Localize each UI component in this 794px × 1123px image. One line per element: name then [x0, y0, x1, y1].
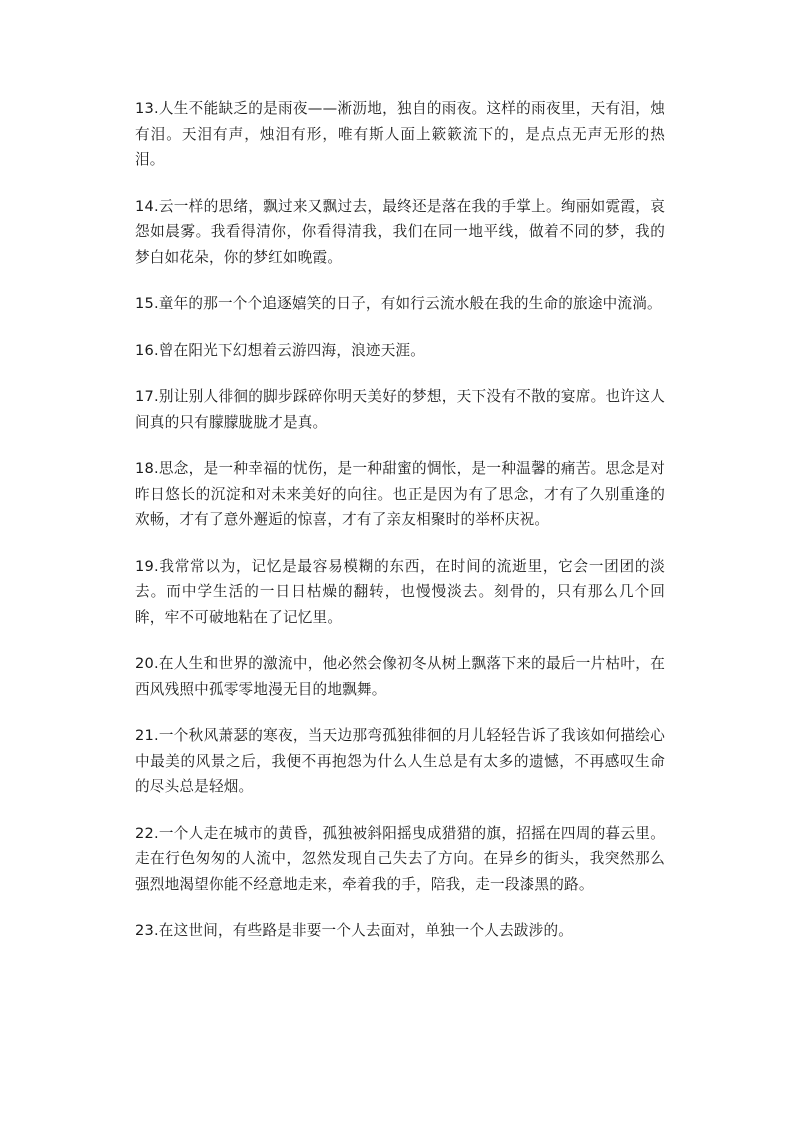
- paragraph-13: 13.人生不能缺乏的是雨夜——淅沥地，独自的雨夜。这样的雨夜里，天有泪，烛有泪。天泪有声，烛泪有形，唯有斯人面上簌簌流下的，是点点无声无形的热泪。: [135, 100, 665, 168]
- document-page: [135, 96, 665, 965]
- paragraph-14: 14.云一样的思绪，飘过来又飘过去，最终还是落在我的手掌上。绚丽如霓霞，哀怨如晨雾。我看得清你，你看得清我，我们在同一地平线，做着不同的梦，我的梦白如花朵，你的梦红如晚霞。: [135, 197, 665, 266]
- paragraph-20: 20.在人生和世界的激流中，他必然会像初冬从树上飘落下来的最后一片枯叶，在西风残照中孤零零地漫无目的地飘舞。: [135, 655, 665, 698]
- paragraph-15: 15.童年的那一个个追逐嬉笑的日子，有如行云流水般在我的生命的旅途中流淌。: [135, 295, 662, 312]
- paragraph-19: 19.我常常以为，记忆是最容易模糊的东西，在时间的流逝里，它会一团团的淡去。而中学生活的一日日枯燥的翻转，也慢慢淡去。刻骨的，只有那么几个回眸，牢不可破地粘在了记忆里。: [135, 557, 665, 626]
- paragraph-18: 18.思念，是一种幸福的忧伤，是一种甜蜜的惆怅，是一种温馨的痛苦。思念是对昨日悠长的沉淀和对未来美好的向往。也正是因为有了思念，才有了久别重逢的欢畅，才有了意外邂逅的惊喜，才有了亲友相聚时的举杯庆祝。: [135, 460, 665, 528]
- paragraph-22: 22.一个人走在城市的黄昏，孤独被斜阳摇曳成猎猎的旗，招摇在四周的暮云里。走在行色匆匆的人流中，忽然发现自己失去了方向。在异乡的街头，我突然那么强烈地渴望你能不经意地走来，牵着我的手，陪我，走一段漆黑的路。: [135, 824, 665, 893]
- paragraph-16: 16.曾在阳光下幻想着云游四海，浪迹天涯。: [135, 341, 426, 359]
- paragraph-17: 17.别让别人徘徊的脚步踩碎你明天美好的梦想，天下没有不散的宴席。也许这人间真的只有朦朦胧胧才是真。: [135, 388, 665, 431]
- paragraph-23: 23.在这世间，有些路是非要一个人去面对，单独一个人去跋涉的。: [135, 922, 574, 939]
- paragraph-21: 21.一个秋风萧瑟的寒夜，当天边那弯孤独徘徊的月儿轻轻告诉了我该如何描绘心中最美的风景之后，我便不再抱怨为什么人生总是有太多的遗憾，不再感叹生命的尽头总是轻烟。: [135, 727, 665, 795]
